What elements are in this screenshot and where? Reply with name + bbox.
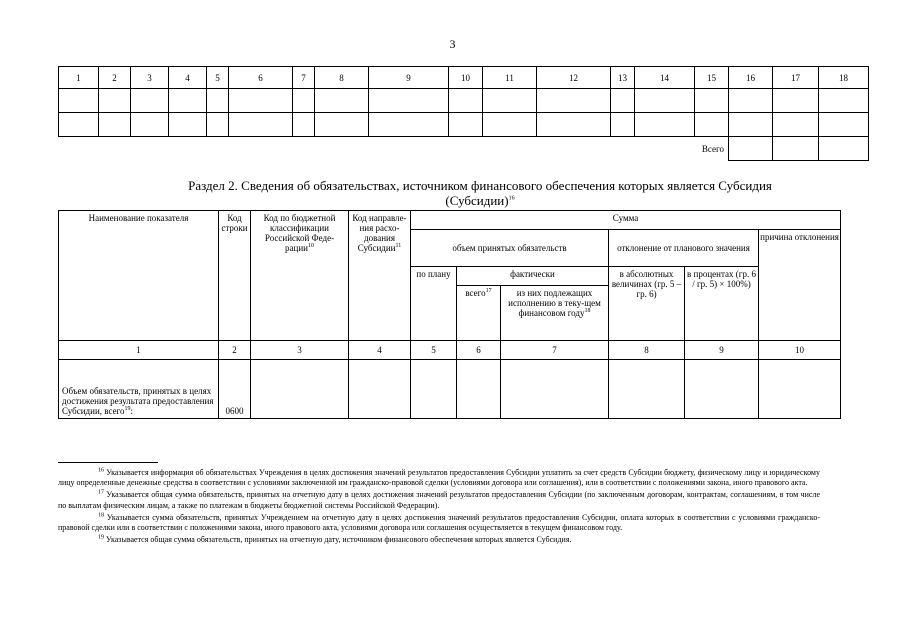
top-col-5: 5: [207, 67, 229, 89]
top-col-9: 9: [369, 67, 449, 89]
header-direction-code: Код направле-ния расхо-дования Субсидии$^{11}$: [349, 211, 411, 341]
top-col-1: 1: [59, 67, 99, 89]
top-col-15: 15: [695, 67, 729, 89]
section-title-note: 16: [508, 195, 515, 202]
row-label: Объем обязательств, принятых в целях достижения результата предоставления Субсидии, всего$^{19}$:: [59, 360, 219, 419]
header-deviation: отклонение от планового значения: [609, 230, 759, 267]
header-current-year: из них подлежащих исполнению в теку-щем финансовом году$^{18}$: [501, 286, 609, 341]
top-col-12: 12: [537, 67, 611, 89]
header-pct: в процентах (гр. 6 / гр. 5) × 100%): [685, 267, 759, 341]
header-indicator: Наименование показателя: [59, 211, 219, 341]
header-actual: фактически: [457, 267, 609, 286]
table-row: [59, 360, 841, 419]
section-title-line2: (Субсидии): [445, 193, 509, 208]
header-budget-code: Код по бюджетной классификации Российской Феде-рации$^{10}$: [251, 211, 349, 341]
top-table-row: [59, 113, 869, 137]
top-col-17: 17: [773, 67, 819, 89]
section-title-line1: Раздел 2. Сведения об обязательствах, источником финансового обеспечения которых является Субсидия: [188, 178, 772, 193]
header-sum: Сумма: [411, 211, 841, 230]
obligations-table: [58, 210, 841, 419]
footnote: $^{18}$ Указывается сумма обязательств, принятых Учреждением на отчетную дату в целях достижения значений результатов предоставления Субсидии, оплата которых в соответствии с условиями гражданско-правовой сделки или в соответствии с положениями закона, иного правового акта, условиями договора или соглашения осуществляется в текущем финансовом году.: [58, 512, 820, 533]
header-plan: по плану: [411, 267, 457, 341]
top-col-8: 8: [315, 67, 369, 89]
top-table: [58, 66, 869, 161]
top-col-4: 4: [169, 67, 207, 89]
col-num-10: 10: [759, 341, 841, 360]
page-number: 3: [449, 37, 456, 51]
header-abs: в абсолютных величинах (гр. 5 – гр. 6): [609, 267, 685, 341]
row-code: 0600: [219, 360, 251, 419]
col-num-1: 1: [59, 341, 219, 360]
header-accepted: объем принятых обязательств: [411, 230, 609, 267]
top-col-3: 3: [131, 67, 169, 89]
col-num-4: 4: [349, 341, 411, 360]
top-table-row: [59, 89, 869, 113]
top-col-10: 10: [449, 67, 483, 89]
col-num-8: 8: [609, 341, 685, 360]
top-table-header-row: [59, 67, 869, 89]
total-label: Всего: [701, 143, 724, 154]
footnote-divider: [58, 462, 158, 463]
col-num-7: 7: [501, 341, 609, 360]
top-table-total-row: [59, 137, 869, 161]
top-col-18: 18: [819, 67, 869, 89]
top-col-14: 14: [635, 67, 695, 89]
top-col-13: 13: [611, 67, 635, 89]
section-title: [110, 178, 850, 208]
column-numbers-row: [59, 341, 841, 360]
footnote: $^{17}$ Указывается общая сумма обязательств, принятых на отчетную дату в целях достижения значений результатов предоставления Субсидии (по заключенным договорам, контрактам, соглашениям, в том числе по выплатам физическим лицам, а также по платежам в бюджеты бюджетной системы Российской Федерации).: [58, 489, 820, 510]
footnote: $^{19}$ Указывается общая сумма обязательств, принятых на отчетную дату, источником финансового обеспечения которых является Субсидия.: [98, 534, 572, 545]
col-num-2: 2: [219, 341, 251, 360]
top-col-16: 16: [729, 67, 773, 89]
footnotes: [58, 468, 820, 547]
top-col-2: 2: [99, 67, 131, 89]
footnote: $^{16}$ Указывается информация об обязательствах Учреждения в целях достижения значений результатов предоставления Субсидии уплатить за счет средств Субсидии бюджету, физическому лицу и юридическому лицу определенные денежные средства в соответствии с условиями заключенной им гражданско-правовой сделки (условиями договора или соглашения), или в соответствии с положениями закона, иного правового акта.: [58, 467, 820, 488]
col-num-6: 6: [457, 341, 501, 360]
top-col-7: 7: [293, 67, 315, 89]
col-num-3: 3: [251, 341, 349, 360]
top-col-6: 6: [229, 67, 293, 89]
header-code: Код строки: [219, 211, 251, 341]
header-reason: причина отклонения: [759, 230, 841, 341]
col-num-9: 9: [685, 341, 759, 360]
col-num-5: 5: [411, 341, 457, 360]
header-total: всего$^{17}$: [457, 286, 501, 341]
top-col-11: 11: [483, 67, 537, 89]
obligations-header-row-1: [59, 211, 841, 230]
